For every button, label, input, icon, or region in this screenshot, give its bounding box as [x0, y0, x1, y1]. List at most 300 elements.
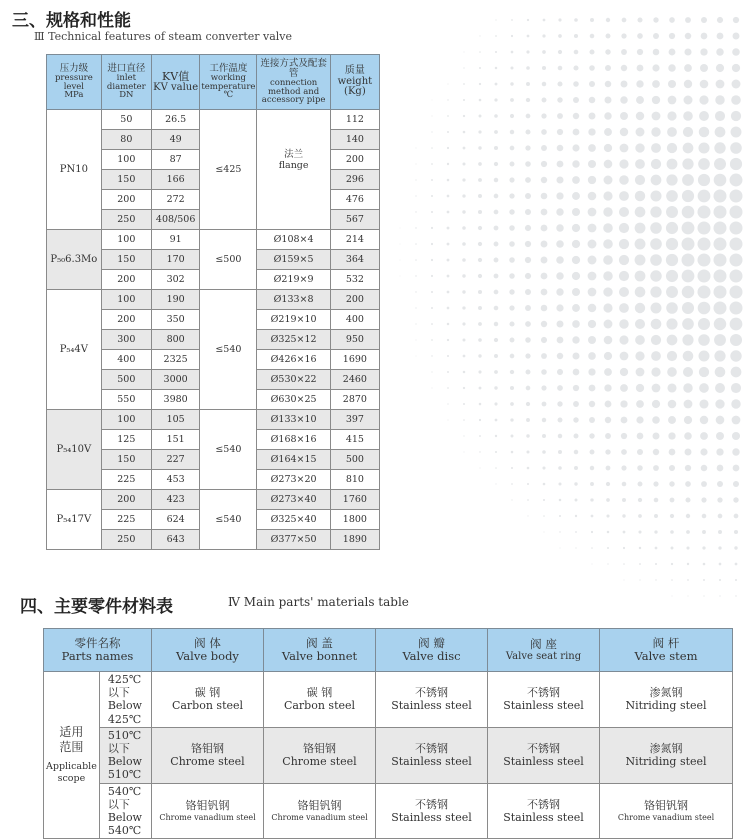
halftone-dot	[732, 80, 741, 89]
halftone-dot	[667, 383, 676, 392]
halftone-dot	[715, 367, 726, 378]
temperature-condition-cell	[99, 783, 151, 839]
condition-cn: 425℃以下	[107, 673, 142, 700]
parts-header-en: Valve seat ring	[505, 650, 582, 662]
halftone-dot	[619, 271, 629, 281]
halftone-dot	[447, 163, 449, 165]
halftone-dot	[715, 111, 725, 121]
halftone-dot	[557, 81, 562, 86]
halftone-dot	[400, 276, 401, 277]
inlet-diameter-cell: 100	[101, 230, 151, 250]
halftone-dot	[652, 400, 660, 408]
halftone-dot	[415, 339, 416, 340]
halftone-dot	[651, 335, 661, 345]
halftone-dot	[558, 418, 563, 423]
halftone-dot	[606, 482, 610, 486]
kv-value-cell: 2325	[151, 350, 199, 370]
spec-header-en: working temperature	[201, 72, 256, 92]
halftone-dot	[494, 370, 498, 374]
halftone-dot	[478, 130, 481, 133]
halftone-dot	[588, 208, 597, 217]
halftone-dot	[509, 193, 514, 198]
parts-header-en: Parts names	[61, 649, 134, 663]
material-en: Stainless steel	[503, 699, 584, 713]
halftone-dot	[636, 112, 644, 120]
halftone-dot	[719, 595, 720, 596]
halftone-dot	[511, 483, 513, 485]
halftone-dot	[509, 177, 514, 182]
halftone-dot	[556, 176, 563, 183]
material-cell	[600, 727, 733, 783]
spec-header-en: pressure level	[54, 72, 93, 92]
halftone-dot	[510, 66, 513, 69]
halftone-dot	[622, 514, 625, 517]
halftone-dot	[494, 274, 499, 279]
weight-cell: 200	[330, 150, 379, 170]
halftone-dot	[462, 210, 465, 213]
halftone-dot	[636, 384, 644, 392]
halftone-dot	[717, 481, 723, 487]
weight-cell: 567	[330, 210, 379, 230]
material-cell	[600, 672, 733, 728]
inlet-diameter-cell: 225	[101, 510, 151, 530]
halftone-dot	[605, 449, 610, 454]
connection-pipe-cell: Ø325×40	[257, 510, 330, 530]
section3-title: 三、规格和性能	[12, 11, 131, 31]
spec-header-cn: 质量	[344, 65, 365, 77]
inlet-diameter-cell: 550	[101, 390, 151, 410]
halftone-dot	[495, 51, 497, 53]
halftone-dot	[478, 178, 482, 182]
halftone-dot	[650, 190, 661, 201]
halftone-dot	[619, 303, 629, 313]
weight-cell: 2460	[330, 370, 379, 390]
halftone-dot	[525, 161, 531, 167]
halftone-dot	[511, 19, 513, 21]
halftone-dot	[699, 127, 710, 138]
halftone-dot	[621, 33, 626, 38]
halftone-dot	[543, 499, 545, 501]
halftone-dot	[511, 35, 513, 37]
halftone-dot	[699, 111, 709, 121]
halftone-dot	[653, 49, 660, 56]
weight-cell: 214	[330, 230, 379, 250]
halftone-dot	[541, 129, 547, 135]
halftone-dot	[619, 191, 629, 201]
spec-row	[47, 410, 380, 430]
material-en: Chrome steel	[282, 755, 357, 769]
halftone-dot	[525, 193, 531, 199]
halftone-dot	[478, 210, 482, 214]
halftone-dot	[605, 417, 611, 423]
halftone-dot	[574, 466, 578, 470]
halftone-dot	[464, 52, 465, 53]
halftone-dot	[607, 563, 608, 564]
halftone-dot	[541, 273, 548, 280]
halftone-dot	[525, 241, 531, 247]
weight-cell: 810	[330, 470, 379, 490]
halftone-dot	[650, 238, 662, 250]
halftone-dot	[431, 291, 433, 293]
halftone-dot	[415, 243, 417, 245]
connection-pipe-cell: Ø133×10	[257, 410, 330, 430]
material-cell	[376, 727, 488, 783]
halftone-dot	[526, 114, 531, 119]
halftone-dot	[478, 226, 482, 230]
kv-value-cell: 49	[151, 130, 199, 150]
halftone-dot	[573, 401, 579, 407]
halftone-dot	[509, 257, 515, 263]
halftone-dot	[588, 240, 597, 249]
halftone-dot	[494, 114, 498, 118]
halftone-dot	[558, 66, 563, 71]
halftone-dot	[682, 302, 694, 314]
material-cell	[264, 783, 376, 839]
halftone-dot	[479, 35, 480, 36]
connection-pipe-cell: Ø219×9	[257, 270, 330, 290]
halftone-dot	[525, 305, 531, 311]
halftone-dot	[559, 515, 561, 517]
halftone-dot	[605, 433, 611, 439]
halftone-dot	[556, 240, 564, 248]
halftone-dot	[509, 305, 514, 310]
halftone-dot	[603, 255, 613, 265]
condition-en: Below 510℃	[107, 755, 142, 782]
material-en: Stainless steel	[391, 699, 472, 713]
halftone-dot	[668, 96, 677, 105]
halftone-dot	[573, 97, 579, 103]
halftone-dot	[575, 499, 578, 502]
halftone-dot	[620, 112, 628, 120]
halftone-dot	[635, 351, 644, 360]
halftone-dot	[541, 145, 547, 151]
halftone-dot	[400, 244, 401, 245]
halftone-dot	[494, 130, 498, 134]
halftone-dot	[619, 287, 629, 297]
halftone-dot	[652, 112, 661, 121]
parts-header-cell	[600, 629, 733, 672]
halftone-dot	[572, 160, 579, 167]
halftone-dot	[699, 351, 710, 362]
halftone-dot	[573, 369, 580, 376]
halftone-dot	[588, 192, 597, 201]
halftone-dot	[654, 530, 657, 533]
material-cell	[488, 727, 600, 783]
halftone-dot	[541, 241, 548, 248]
materials-table	[43, 628, 733, 839]
material-cell	[600, 783, 733, 839]
halftone-dot	[638, 530, 641, 533]
halftone-dot	[525, 273, 531, 279]
halftone-dot	[670, 498, 675, 503]
material-cn: 不锈钢	[415, 797, 448, 811]
halftone-dot	[447, 147, 449, 149]
halftone-dot	[541, 257, 548, 264]
pressure-level-cell: P₅₄17V	[47, 490, 102, 550]
halftone-dot	[635, 287, 646, 298]
parts-header-cn: 阀 体	[194, 635, 221, 650]
halftone-dot	[431, 355, 432, 356]
halftone-dot	[572, 240, 580, 248]
halftone-dot	[683, 383, 692, 392]
halftone-dot	[510, 354, 515, 359]
halftone-dot	[698, 334, 710, 346]
halftone-dot	[639, 579, 640, 580]
halftone-dot	[730, 334, 742, 346]
halftone-dot	[730, 158, 742, 170]
spec-header-cell	[257, 55, 330, 110]
halftone-dot	[670, 530, 674, 534]
halftone-dot	[494, 194, 499, 199]
halftone-dot	[463, 131, 466, 134]
halftone-dot	[650, 286, 661, 297]
halftone-dot	[623, 531, 626, 534]
halftone-dot	[541, 321, 547, 327]
halftone-dot	[478, 370, 481, 373]
material-cell	[376, 672, 488, 728]
halftone-dot	[735, 579, 737, 581]
halftone-dot	[479, 51, 481, 53]
halftone-dot	[682, 206, 695, 219]
halftone-dot	[542, 50, 546, 54]
weight-cell: 476	[330, 190, 379, 210]
inlet-diameter-cell: 500	[101, 370, 151, 390]
halftone-dot	[700, 448, 707, 455]
halftone-dot	[733, 33, 740, 40]
halftone-dot	[415, 211, 416, 212]
halftone-dot	[651, 143, 661, 153]
weight-cell: 1800	[330, 510, 379, 530]
halftone-dot	[463, 339, 466, 342]
halftone-dot	[635, 303, 645, 313]
kv-value-cell: 91	[151, 230, 199, 250]
halftone-dot	[510, 114, 514, 118]
halftone-dot	[716, 416, 725, 425]
halftone-dot	[588, 256, 597, 265]
halftone-dot	[686, 546, 689, 549]
halftone-dot	[654, 514, 658, 518]
halftone-dot	[604, 160, 613, 169]
halftone-dot	[588, 288, 597, 297]
halftone-dot	[621, 449, 627, 455]
inlet-diameter-cell: 250	[101, 210, 151, 230]
halftone-dot	[447, 195, 450, 198]
halftone-dot	[560, 548, 561, 549]
halftone-dot	[650, 222, 662, 234]
spec-header-en: KV value	[153, 81, 199, 93]
halftone-dot	[654, 498, 659, 503]
halftone-dot	[431, 339, 433, 341]
halftone-dot	[685, 497, 690, 502]
halftone-dot	[542, 434, 546, 438]
kv-value-cell: 3980	[151, 390, 199, 410]
halftone-dot	[542, 82, 547, 87]
halftone-dot	[510, 338, 515, 343]
halftone-dot	[462, 306, 465, 309]
halftone-dot	[479, 387, 482, 390]
halftone-dot	[494, 178, 499, 183]
material-row	[44, 727, 733, 783]
halftone-dot	[637, 17, 642, 22]
halftone-dot	[620, 368, 628, 376]
halftone-dot	[588, 352, 596, 360]
halftone-dot	[668, 432, 675, 439]
spec-header-en: connection method and accessory pipe	[261, 77, 326, 106]
material-cell	[264, 672, 376, 728]
halftone-dot	[698, 190, 711, 203]
halftone-dot	[463, 435, 464, 436]
halftone-dot	[509, 273, 515, 279]
halftone-dot	[604, 384, 611, 391]
halftone-dot	[431, 227, 433, 229]
spec-row	[47, 290, 380, 310]
halftone-dot	[573, 113, 579, 119]
applicable-scope-cell	[44, 672, 100, 839]
halftone-dot	[479, 451, 480, 452]
halftone-dot	[698, 206, 711, 219]
spec-header-unit: DN	[119, 90, 134, 101]
halftone-dot	[525, 209, 531, 215]
halftone-dot	[698, 222, 711, 235]
halftone-dot	[652, 96, 660, 104]
spec-header-cn: KV值	[162, 69, 190, 83]
halftone-dot	[464, 452, 465, 453]
halftone-dot	[510, 146, 515, 151]
parts-header-cell	[152, 629, 264, 672]
halftone-dot	[510, 98, 514, 102]
halftone-dot	[605, 401, 612, 408]
halftone-dot	[624, 580, 625, 581]
halftone-dot	[666, 286, 678, 298]
halftone-dot	[684, 64, 692, 72]
halftone-dot	[447, 115, 449, 117]
material-cn: 碳 钢	[194, 686, 221, 700]
halftone-dot	[619, 159, 628, 168]
halftone-dot	[714, 158, 726, 170]
halftone-dot	[527, 499, 529, 501]
inlet-diameter-cell: 250	[101, 530, 151, 550]
halftone-dot	[541, 337, 547, 343]
halftone-dot	[651, 159, 661, 169]
halftone-dot	[604, 320, 613, 329]
material-en: Chrome vanadium steel	[271, 812, 368, 822]
halftone-dot	[682, 222, 695, 235]
halftone-dot	[494, 354, 498, 358]
halftone-dot	[686, 514, 690, 518]
working-temperature-cell: ≤540	[200, 410, 257, 490]
halftone-dot	[603, 207, 612, 216]
halftone-dot	[416, 356, 417, 357]
halftone-dot	[733, 465, 740, 472]
halftone-dot	[447, 131, 449, 133]
halftone-dot	[588, 320, 596, 328]
halftone-dot	[730, 174, 743, 187]
halftone-dot	[590, 18, 594, 22]
halftone-dot	[621, 81, 628, 88]
halftone-dot	[714, 238, 727, 251]
halftone-dot	[431, 147, 433, 149]
working-temperature-cell: ≤500	[200, 230, 257, 290]
pressure-level-cell: P₅₄4V	[47, 290, 102, 410]
halftone-dot	[619, 207, 629, 217]
halftone-dot	[463, 403, 465, 405]
halftone-dot	[714, 190, 727, 203]
kv-value-cell: 87	[151, 150, 199, 170]
halftone-dot	[651, 127, 660, 136]
material-row	[44, 672, 733, 728]
weight-cell: 397	[330, 410, 379, 430]
inlet-diameter-cell: 200	[101, 310, 151, 330]
halftone-dot	[510, 370, 514, 374]
halftone-dot	[730, 190, 743, 203]
spec-header-cn: 进口直径	[107, 62, 146, 74]
halftone-dot	[603, 191, 612, 200]
halftone-dot	[637, 465, 643, 471]
halftone-dot	[702, 546, 705, 549]
halftone-dot	[667, 143, 677, 153]
halftone-dot	[463, 115, 465, 117]
halftone-dot	[730, 286, 743, 299]
halftone-dot	[463, 355, 466, 358]
halftone-dot	[653, 449, 659, 455]
halftone-dot	[556, 192, 563, 199]
halftone-dot	[478, 162, 482, 166]
halftone-dot	[589, 81, 595, 87]
spec-header-cell	[47, 55, 102, 110]
halftone-dot	[604, 368, 612, 376]
halftone-dot	[714, 334, 726, 346]
halftone-dot	[620, 96, 627, 103]
halftone-dot	[606, 34, 611, 39]
halftone-dot	[591, 515, 594, 518]
halftone-dot	[669, 17, 675, 23]
halftone-dot	[463, 387, 465, 389]
parts-header-cell	[488, 629, 600, 672]
halftone-dot	[588, 224, 597, 233]
halftone-dot	[415, 307, 416, 308]
halftone-dot	[623, 547, 625, 549]
halftone-dot	[682, 190, 694, 202]
connection-pipe-cell: Ø273×40	[257, 490, 330, 510]
halftone-dot	[557, 385, 563, 391]
halftone-dot	[447, 355, 449, 357]
halftone-dot	[543, 531, 544, 532]
halftone-dot	[685, 465, 691, 471]
halftone-dot	[606, 514, 609, 517]
spec-header-cn: 连接方式及配套管	[260, 57, 327, 79]
halftone-dot	[591, 547, 593, 549]
halftone-dot	[683, 351, 694, 362]
halftone-dot	[557, 145, 564, 152]
halftone-dot	[541, 353, 547, 359]
halftone-dot	[635, 271, 646, 282]
halftone-dot	[603, 303, 612, 312]
halftone-dot	[734, 530, 738, 534]
halftone-dot	[731, 367, 742, 378]
halftone-dot	[557, 97, 562, 102]
weight-cell: 532	[330, 270, 379, 290]
halftone-dot	[701, 497, 706, 502]
halftone-dot	[463, 419, 465, 421]
halftone-dot	[668, 80, 676, 88]
halftone-dot	[619, 255, 629, 265]
spec-header-cell	[330, 55, 379, 110]
halftone-dot	[731, 95, 741, 105]
halftone-dot	[415, 163, 416, 164]
halftone-dot	[558, 34, 562, 38]
halftone-dot	[415, 275, 416, 276]
halftone-dot	[525, 257, 531, 263]
